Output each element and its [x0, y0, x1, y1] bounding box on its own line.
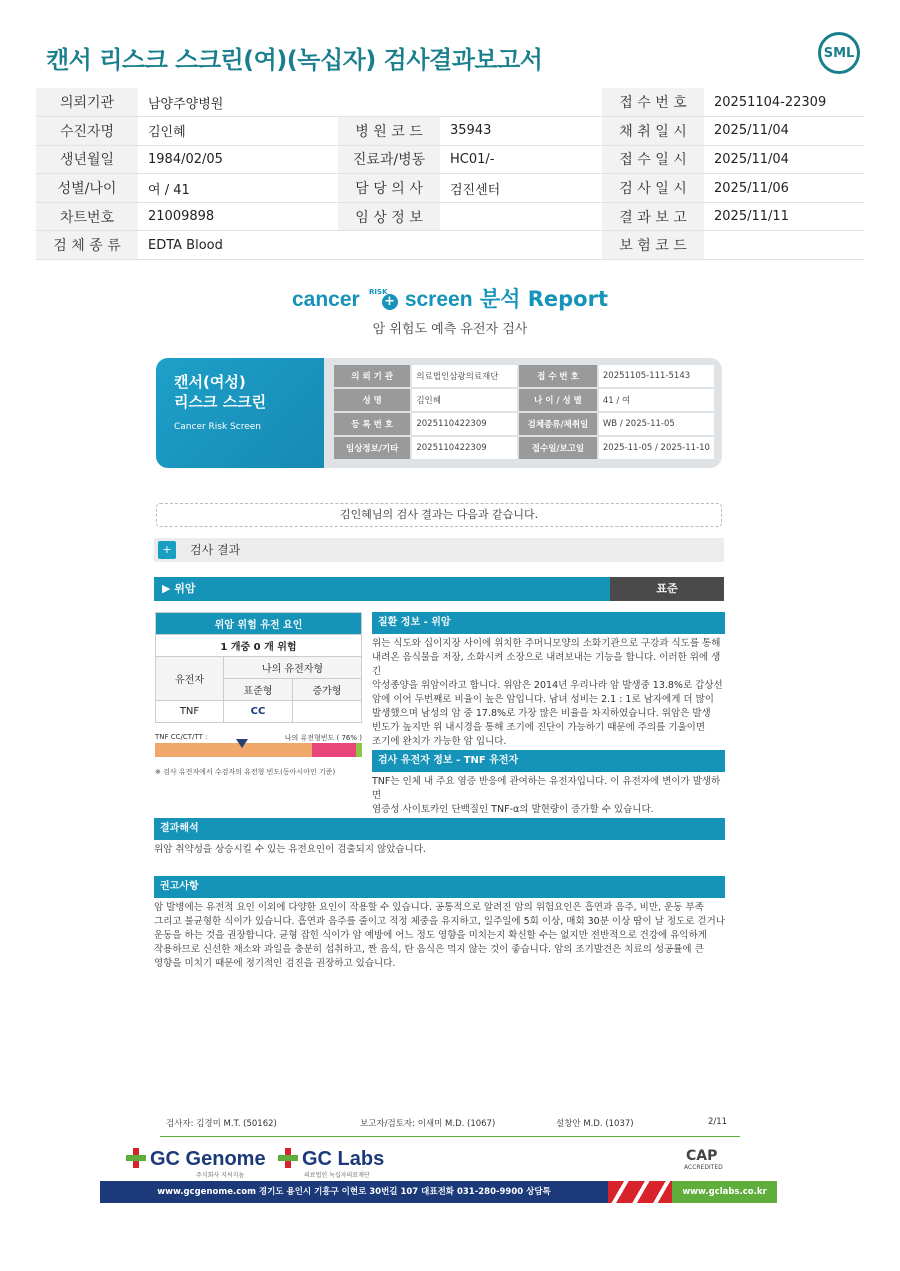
card-key: 접수일/보고일 — [519, 437, 597, 459]
header-value: 35943 — [440, 117, 602, 146]
gc-genome-sub: 주식회사 지씨지놈 — [196, 1172, 245, 1179]
gene-info-section — [372, 750, 725, 817]
header-value: 남양주양병원 — [138, 88, 338, 117]
gene-risk-table — [155, 612, 362, 723]
header-key: 접 수 번 호 — [602, 88, 704, 117]
gene-info-title: 검사 유전자 정보 - TNF 유전자 — [372, 750, 725, 772]
interpretation-title: 결과해석 — [154, 818, 725, 840]
gene-name: TNF — [156, 701, 224, 723]
result-notice: 김인혜님의 검사 결과는 다음과 같습니다. — [156, 503, 722, 527]
text-line: 운동을 하는 것을 권장합니다. 균형 잡힌 식이가 암 예방에 어느 정도 영향을 미치는지 확신할 수는 없지만 전반적으로 건강에 유익하게 — [154, 930, 707, 941]
text-line: 조기에 완치가 가능한 암 입니다. — [372, 736, 507, 747]
disease-info-title: 질환 정보 - 위암 — [372, 612, 725, 634]
header-value: EDTA Blood — [138, 231, 338, 260]
brand-screen: screen — [404, 288, 473, 311]
freq-right-label: 나의 유전형빈도 ( 76% ) — [284, 734, 362, 742]
header-value: 20251104-22309 — [704, 88, 864, 117]
brand-cancer: cancer — [292, 288, 360, 311]
gene-table-header: 위암 위험 유전 요인 — [156, 613, 362, 635]
brand-report: 분석 Report — [479, 287, 608, 311]
gene-standard-value: CC — [224, 701, 293, 723]
genotype-marker-icon — [236, 739, 248, 748]
plus-icon: + — [382, 294, 398, 310]
card-value: 의료법인삼광의료재단 — [412, 365, 517, 387]
header-value — [440, 202, 602, 231]
interpretation-text — [154, 843, 725, 857]
text-line: 빈도가 높지만 위 내시경을 통해 조기에 진단이 가능하기 때문에 주의를 기울이면 — [372, 722, 706, 733]
header-key: 진료과/병동 — [338, 145, 440, 174]
patient-info-card — [156, 358, 722, 468]
header-value: 2025/11/06 — [704, 174, 864, 203]
cancer-type-bar: ▶ 위암 — [154, 577, 610, 601]
gc-labs-text: GC Labs — [302, 1148, 385, 1170]
header-value — [440, 231, 602, 260]
card-info-grid — [332, 363, 716, 461]
gene-increased-value — [292, 701, 361, 723]
footer-divider — [160, 1136, 740, 1137]
card-title-2: 리스크 스크린 — [174, 393, 267, 411]
card-key: 나 이 / 성 별 — [519, 389, 597, 411]
card-title-1: 캔서(여성) — [174, 373, 246, 391]
freq-segment — [356, 743, 362, 757]
text-line: 위암 취약성을 상승시킬 수 있는 유전요인이 검출되지 않았습니다. — [154, 844, 426, 855]
gene-info-text — [372, 775, 725, 817]
header-key: 의뢰기관 — [36, 88, 138, 117]
card-value: 2025110422309 — [412, 413, 517, 435]
header-value — [704, 231, 864, 260]
patient-header-table — [36, 88, 864, 260]
header-value: HC01/- — [440, 145, 602, 174]
header-key: 접 수 일 시 — [602, 145, 704, 174]
card-value: 41 / 여 — [599, 389, 714, 411]
header-key — [338, 231, 440, 260]
card-value: WB / 2025-11-05 — [599, 413, 714, 435]
freq-segment — [155, 743, 312, 757]
card-key: 의 뢰 기 관 — [334, 365, 410, 387]
header-key: 채 취 일 시 — [602, 117, 704, 146]
card-key: 검체종류/채취일 — [519, 413, 597, 435]
text-line: 염증성 사이토카인 단백질인 TNF-α의 발현량이 증가할 수 있습니다. — [372, 804, 654, 815]
card-key: 임상정보/기타 — [334, 437, 410, 459]
header-key: 성별/나이 — [36, 174, 138, 203]
sml-logo: SML — [818, 32, 860, 74]
cap-logo: CAP — [686, 1148, 718, 1164]
card-value: 20251105-111-5143 — [599, 365, 714, 387]
text-line: 그리고 불균형한 식이가 있습니다. 흡연과 음주를 줄이고 적정 체중을 유지하고, 일주일에 5회 이상, 매회 30분 이상 땀이 날 정도로 걷거나 — [154, 916, 725, 927]
text-line: 영향을 미치기 때문에 정기적인 검진을 권장하고 있습니다. — [154, 958, 396, 969]
card-title-panel — [156, 358, 324, 468]
header-key — [338, 88, 440, 117]
text-line: 작용하므로 신선한 채소와 과일을 충분히 섭취하고, 짠 음식, 탄 음식은 먹지 않는 것이 좋습니다. 암의 조기발견은 치료의 성공률에 큰 — [154, 944, 704, 955]
header-key: 병 원 코 드 — [338, 117, 440, 146]
risk-status-badge: 표준 — [610, 577, 724, 601]
text-line: 악성종양을 위암이라고 합니다. 위암은 2014년 우리나라 암 발생중 13.8%로 갑상선 — [372, 680, 723, 691]
col-gene: 유전자 — [156, 657, 224, 701]
header-key: 담 당 의 사 — [338, 174, 440, 203]
gc-genome-logo — [126, 1148, 266, 1171]
card-value: 김인혜 — [412, 389, 517, 411]
header-key: 생년월일 — [36, 145, 138, 174]
col-increased: 증가형 — [292, 679, 361, 701]
header-value: 2025/11/04 — [704, 145, 864, 174]
brand-subtitle: 암 위험도 예측 유전자 검사 — [372, 322, 528, 337]
header-key: 결 과 보 고 — [602, 202, 704, 231]
reporter-signature: 보고자/검토자: 이새미 M.D. (1067) — [360, 1119, 496, 1129]
text-line: TNF는 인체 내 주요 염증 반응에 관여하는 유전자입니다. 이 유전자에 변이가 발생하면 — [372, 776, 721, 801]
gene-risk-count: 1 개중 0 개 위험 — [156, 635, 362, 657]
header-value: 김인혜 — [138, 117, 338, 146]
cap-sub: ACCREDITED — [684, 1164, 723, 1171]
text-line: 암에 이어 두번째로 비율이 높은 암입니다. 남녀 성비는 2.1 : 1로 남자에게 더 많이 — [372, 694, 714, 705]
section-title: 검사 결과 — [154, 538, 724, 562]
header-value: 2025/11/04 — [704, 117, 864, 146]
header-value: 1984/02/05 — [138, 145, 338, 174]
col-standard: 표준형 — [224, 679, 293, 701]
header-key: 검 체 종 류 — [36, 231, 138, 260]
gc-cross-icon — [278, 1148, 298, 1168]
card-key: 성 명 — [334, 389, 410, 411]
genotype-frequency-bar — [155, 743, 362, 757]
header-key: 보 험 코 드 — [602, 231, 704, 260]
gc-labs-sub: 의료법인 녹십자의료재단 — [304, 1172, 370, 1179]
recommendation-title: 권고사항 — [154, 876, 725, 898]
third-signature: 설창안 M.D. (1037) — [556, 1119, 634, 1129]
text-line: 암 발병에는 유전적 요인 이외에 다양한 요인이 작용할 수 있습니다. 공통적으로 알려진 암의 위험요인은 흡연과 음주, 비만, 운동 부족 — [154, 902, 704, 913]
header-key: 임 상 정 보 — [338, 202, 440, 231]
interpretation-section — [154, 818, 725, 857]
recommendation-text — [154, 901, 725, 971]
recommendation-section — [154, 876, 725, 971]
cancer-risk-screen-brand — [0, 283, 900, 313]
disease-info-text — [372, 637, 725, 749]
header-value — [440, 88, 602, 117]
card-value: 2025110422309 — [412, 437, 517, 459]
card-key: 등 록 번 호 — [334, 413, 410, 435]
header-value: 여 / 41 — [138, 174, 338, 203]
card-value: 2025-11-05 / 2025-11-10 — [599, 437, 714, 459]
header-value: 2025/11/11 — [704, 202, 864, 231]
disease-info-section — [372, 612, 725, 749]
text-line: 내려온 음식물을 저장, 소화시켜 소장으로 내려보내는 기능을 합니다. 이러한 위에 생긴 — [372, 652, 721, 677]
brand-risk: RISK — [369, 288, 388, 296]
header-value: 21009898 — [138, 202, 338, 231]
freq-segment — [312, 743, 355, 757]
col-my-genotype: 나의 유전자형 — [224, 657, 362, 679]
freq-left-label: TNF CC/CT/TT : — [155, 733, 208, 741]
card-title-en: Cancer Risk Screen — [174, 422, 262, 432]
header-key: 차트번호 — [36, 202, 138, 231]
gc-labs-logo — [278, 1148, 384, 1171]
header-key: 수진자명 — [36, 117, 138, 146]
report-title: 캔서 리스크 스크린(여)(녹십자) 검사결과보고서 — [46, 46, 543, 74]
tester-signature: 검사자: 김경미 M.T. (50162) — [166, 1119, 277, 1129]
gc-cross-icon — [126, 1148, 146, 1168]
gc-genome-text: GC Genome — [150, 1148, 266, 1170]
page-number: 2/11 — [708, 1117, 728, 1127]
text-line: 발생했으며 남성의 암 중 17.8%로 가장 많은 비율을 차지하였습니다. 위암은 발생 — [372, 708, 711, 719]
footer-site: www.gclabs.co.kr — [682, 1187, 767, 1197]
footer-address: www.gcgenome.com 경기도 용인시 기흥구 이현로 30번길 107 대표전화 031-280-9900 상담톡 https://gccs.channel.io/ — [157, 1187, 551, 1219]
header-value: 검진센터 — [440, 174, 602, 203]
header-key: 검 사 일 시 — [602, 174, 704, 203]
result-section-icon: + — [158, 541, 176, 559]
frequency-footnote: ※ 검사 유전자에서 수검자의 유전형 빈도(동아시아인 기준) — [155, 768, 336, 776]
card-key: 접 수 번 호 — [519, 365, 597, 387]
text-line: 위는 식도와 십이지장 사이에 위치한 주머니모양의 소화기관으로 구강과 식도를 통해 — [372, 638, 721, 649]
